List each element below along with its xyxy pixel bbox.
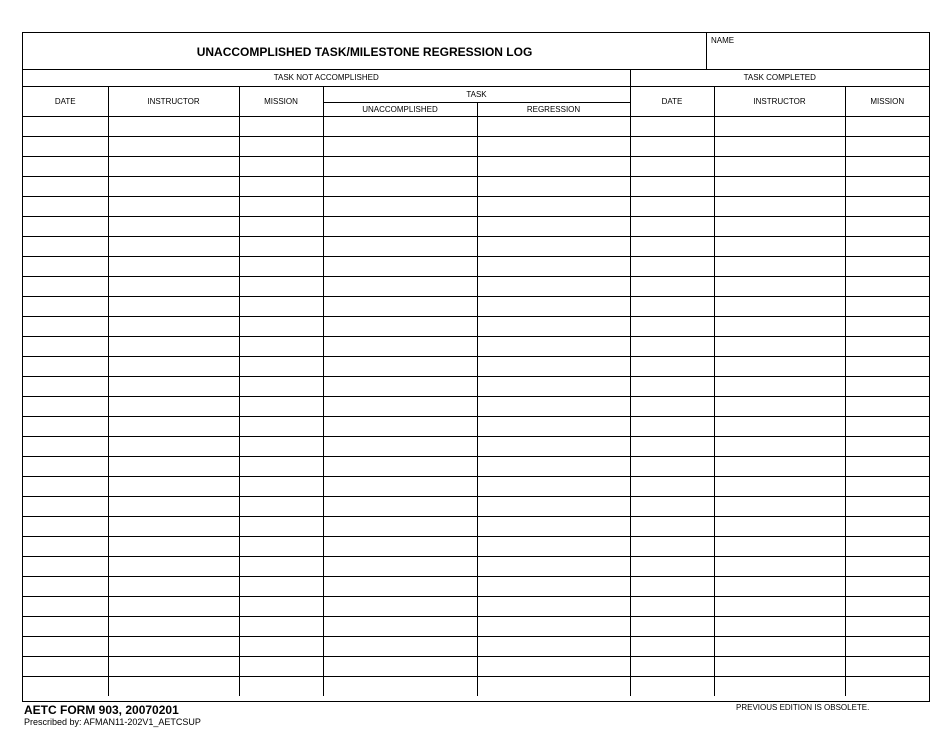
task-completed-header: TASK COMPLETED [630, 69, 929, 87]
completed-date-cell[interactable] [630, 197, 714, 217]
regression-cell[interactable] [477, 217, 630, 237]
completed-date-cell[interactable] [630, 517, 714, 537]
completed-date-cell[interactable] [630, 577, 714, 597]
mission-header: MISSION [239, 87, 323, 117]
date-cell[interactable] [23, 597, 108, 617]
regression-cell[interactable] [477, 377, 630, 397]
completed-mission-cell[interactable] [845, 557, 929, 577]
completed-mission-cell[interactable] [845, 637, 929, 657]
date-cell[interactable] [23, 357, 108, 377]
unaccomplished-cell[interactable] [323, 457, 477, 477]
date-cell[interactable] [23, 397, 108, 417]
completed-mission-cell[interactable] [845, 377, 929, 397]
completed-instructor-cell[interactable] [714, 277, 845, 297]
completed-date-cell[interactable] [630, 177, 714, 197]
instructor-cell[interactable] [108, 317, 239, 337]
table-row [23, 417, 929, 437]
completed-date-header: DATE [630, 87, 714, 117]
table-row [23, 517, 929, 537]
regression-cell[interactable] [477, 437, 630, 457]
table-row [23, 657, 929, 677]
completed-mission-cell[interactable] [845, 437, 929, 457]
regression-cell[interactable] [477, 537, 630, 557]
instructor-cell[interactable] [108, 217, 239, 237]
completed-mission-cell[interactable] [845, 677, 929, 697]
mission-cell[interactable] [239, 117, 323, 137]
completed-date-cell[interactable] [630, 137, 714, 157]
instructor-cell[interactable] [108, 197, 239, 217]
task-not-accomplished-header: TASK NOT ACCOMPLISHED [23, 69, 630, 87]
regression-cell[interactable] [477, 157, 630, 177]
table-row [23, 237, 929, 257]
unaccomplished-cell[interactable] [323, 217, 477, 237]
mission-cell[interactable] [239, 197, 323, 217]
unaccomplished-cell[interactable] [323, 177, 477, 197]
table-row [23, 497, 929, 517]
completed-date-cell[interactable] [630, 657, 714, 677]
unaccomplished-cell[interactable] [323, 637, 477, 657]
unaccomplished-cell[interactable] [323, 157, 477, 177]
mission-cell[interactable] [239, 257, 323, 277]
regression-cell[interactable] [477, 617, 630, 637]
completed-mission-cell[interactable] [845, 137, 929, 157]
date-cell[interactable] [23, 557, 108, 577]
log-table-body [23, 117, 929, 697]
completed-instructor-cell[interactable] [714, 477, 845, 497]
regression-cell[interactable] [477, 557, 630, 577]
mission-cell[interactable] [239, 377, 323, 397]
instructor-cell[interactable] [108, 457, 239, 477]
date-cell[interactable] [23, 217, 108, 237]
instructor-cell[interactable] [108, 297, 239, 317]
table-row [23, 257, 929, 277]
table-row [23, 137, 929, 157]
mission-cell[interactable] [239, 297, 323, 317]
completed-mission-cell[interactable] [845, 457, 929, 477]
unaccomplished-cell[interactable] [323, 257, 477, 277]
regression-cell[interactable] [477, 597, 630, 617]
completed-date-cell[interactable] [630, 497, 714, 517]
regression-cell[interactable] [477, 517, 630, 537]
completed-mission-header: MISSION [845, 87, 929, 117]
instructor-cell[interactable] [108, 117, 239, 137]
date-cell[interactable] [23, 497, 108, 517]
regression-header: REGRESSION [477, 103, 630, 117]
date-cell[interactable] [23, 517, 108, 537]
date-cell[interactable] [23, 657, 108, 677]
instructor-cell[interactable] [108, 517, 239, 537]
table-row [23, 217, 929, 237]
table-row [23, 377, 929, 397]
unaccomplished-cell[interactable] [323, 337, 477, 357]
table-row [23, 437, 929, 457]
regression-cell[interactable] [477, 637, 630, 657]
regression-cell[interactable] [477, 477, 630, 497]
instructor-cell[interactable] [108, 597, 239, 617]
instructor-cell[interactable] [108, 677, 239, 697]
date-cell[interactable] [23, 417, 108, 437]
completed-mission-cell[interactable] [845, 157, 929, 177]
date-cell[interactable] [23, 437, 108, 457]
regression-cell[interactable] [477, 197, 630, 217]
completed-instructor-cell[interactable] [714, 357, 845, 377]
date-cell[interactable] [23, 637, 108, 657]
completed-instructor-cell[interactable] [714, 317, 845, 337]
completed-mission-cell[interactable] [845, 617, 929, 637]
table-row [23, 337, 929, 357]
completed-instructor-cell[interactable] [714, 237, 845, 257]
instructor-cell[interactable] [108, 177, 239, 197]
table-row [23, 357, 929, 377]
mission-cell[interactable] [239, 277, 323, 297]
mission-cell[interactable] [239, 597, 323, 617]
unaccomplished-cell[interactable] [323, 237, 477, 257]
task-header: TASK [323, 87, 630, 103]
date-cell[interactable] [23, 677, 108, 697]
table-row [23, 457, 929, 477]
completed-mission-cell[interactable] [845, 117, 929, 137]
instructor-cell[interactable] [108, 437, 239, 457]
completed-instructor-cell[interactable] [714, 537, 845, 557]
mission-cell[interactable] [239, 557, 323, 577]
instructor-cell[interactable] [108, 477, 239, 497]
completed-date-cell[interactable] [630, 337, 714, 357]
completed-instructor-cell[interactable] [714, 597, 845, 617]
completed-mission-cell[interactable] [845, 257, 929, 277]
mission-cell[interactable] [239, 157, 323, 177]
unaccomplished-header: UNACCOMPLISHED [323, 103, 477, 117]
completed-instructor-cell[interactable] [714, 457, 845, 477]
mission-cell[interactable] [239, 317, 323, 337]
completed-mission-cell[interactable] [845, 417, 929, 437]
table-row [23, 677, 929, 697]
regression-cell[interactable] [477, 577, 630, 597]
date-cell[interactable] [23, 537, 108, 557]
table-row [23, 297, 929, 317]
completed-mission-cell[interactable] [845, 537, 929, 557]
mission-cell[interactable] [239, 437, 323, 457]
mission-cell[interactable] [239, 477, 323, 497]
instructor-cell[interactable] [108, 497, 239, 517]
regression-cell[interactable] [477, 117, 630, 137]
completed-instructor-cell[interactable] [714, 577, 845, 597]
mission-cell[interactable] [239, 617, 323, 637]
form-title: UNACCOMPLISHED TASK/MILESTONE REGRESSION LOG [196, 45, 533, 59]
unaccomplished-cell[interactable] [323, 497, 477, 517]
date-cell[interactable] [23, 617, 108, 637]
mission-cell[interactable] [239, 397, 323, 417]
table-row [23, 637, 929, 657]
mission-cell[interactable] [239, 237, 323, 257]
date-cell[interactable] [23, 197, 108, 217]
instructor-cell[interactable] [108, 357, 239, 377]
unaccomplished-cell[interactable] [323, 277, 477, 297]
regression-cell[interactable] [477, 457, 630, 477]
completed-instructor-cell[interactable] [714, 377, 845, 397]
date-cell[interactable] [23, 157, 108, 177]
unaccomplished-cell[interactable] [323, 137, 477, 157]
table-row [23, 197, 929, 217]
regression-cell[interactable] [477, 497, 630, 517]
unaccomplished-cell[interactable] [323, 657, 477, 677]
instructor-cell[interactable] [108, 397, 239, 417]
instructor-cell[interactable] [108, 377, 239, 397]
completed-instructor-cell[interactable] [714, 517, 845, 537]
completed-mission-cell[interactable] [845, 197, 929, 217]
mission-cell[interactable] [239, 457, 323, 477]
completed-instructor-cell[interactable] [714, 157, 845, 177]
table-row [23, 277, 929, 297]
title-row [23, 33, 929, 70]
completed-instructor-cell[interactable] [714, 497, 845, 517]
unaccomplished-cell[interactable] [323, 317, 477, 337]
unaccomplished-cell[interactable] [323, 597, 477, 617]
instructor-cell[interactable] [108, 657, 239, 677]
table-row [23, 577, 929, 597]
unaccomplished-cell[interactable] [323, 357, 477, 377]
instructor-cell[interactable] [108, 277, 239, 297]
completed-instructor-cell[interactable] [714, 657, 845, 677]
completed-date-cell[interactable] [630, 317, 714, 337]
unaccomplished-cell[interactable] [323, 397, 477, 417]
prescribed-by: Prescribed by: AFMAN11-202V1_AETCSUP [24, 717, 201, 727]
unaccomplished-cell[interactable] [323, 517, 477, 537]
completed-mission-cell[interactable] [845, 657, 929, 677]
unaccomplished-cell[interactable] [323, 377, 477, 397]
completed-instructor-cell[interactable] [714, 557, 845, 577]
completed-instructor-cell[interactable] [714, 397, 845, 417]
unaccomplished-cell[interactable] [323, 197, 477, 217]
completed-instructor-cell[interactable] [714, 437, 845, 457]
regression-cell[interactable] [477, 677, 630, 697]
mission-cell[interactable] [239, 577, 323, 597]
instructor-cell[interactable] [108, 557, 239, 577]
regression-cell[interactable] [477, 397, 630, 417]
completed-date-cell[interactable] [630, 237, 714, 257]
instructor-cell[interactable] [108, 137, 239, 157]
table-row [23, 317, 929, 337]
date-cell[interactable] [23, 317, 108, 337]
date-cell[interactable] [23, 237, 108, 257]
regression-cell[interactable] [477, 177, 630, 197]
mission-cell[interactable] [239, 417, 323, 437]
completed-mission-cell[interactable] [845, 577, 929, 597]
regression-cell[interactable] [477, 137, 630, 157]
date-cell[interactable] [23, 377, 108, 397]
date-cell[interactable] [23, 177, 108, 197]
name-label: NAME [711, 36, 735, 45]
mission-cell[interactable] [239, 497, 323, 517]
completed-mission-cell[interactable] [845, 217, 929, 237]
date-cell[interactable] [23, 137, 108, 157]
mission-cell[interactable] [239, 137, 323, 157]
edition-note: PREVIOUS EDITION IS OBSOLETE. [736, 703, 870, 712]
date-header: DATE [23, 87, 108, 117]
completed-date-cell[interactable] [630, 537, 714, 557]
regression-cell[interactable] [477, 317, 630, 337]
unaccomplished-cell[interactable] [323, 117, 477, 137]
completed-instructor-cell[interactable] [714, 197, 845, 217]
completed-instructor-cell[interactable] [714, 677, 845, 697]
completed-mission-cell[interactable] [845, 517, 929, 537]
mission-cell[interactable] [239, 217, 323, 237]
completed-mission-cell[interactable] [845, 477, 929, 497]
completed-instructor-cell[interactable] [714, 257, 845, 277]
completed-instructor-cell[interactable] [714, 637, 845, 657]
regression-cell[interactable] [477, 257, 630, 277]
completed-instructor-cell[interactable] [714, 617, 845, 637]
instructor-cell[interactable] [108, 337, 239, 357]
unaccomplished-cell[interactable] [323, 617, 477, 637]
completed-instructor-cell[interactable] [714, 297, 845, 317]
instructor-cell[interactable] [108, 257, 239, 277]
instructor-cell[interactable] [108, 637, 239, 657]
completed-instructor-header: INSTRUCTOR [714, 87, 845, 117]
unaccomplished-cell[interactable] [323, 537, 477, 557]
completed-instructor-cell[interactable] [714, 137, 845, 157]
log-table [23, 69, 929, 696]
regression-cell[interactable] [477, 657, 630, 677]
completed-date-cell[interactable] [630, 617, 714, 637]
completed-mission-cell[interactable] [845, 297, 929, 317]
date-cell[interactable] [23, 277, 108, 297]
completed-instructor-cell[interactable] [714, 417, 845, 437]
completed-mission-cell[interactable] [845, 317, 929, 337]
completed-date-cell[interactable] [630, 217, 714, 237]
date-cell[interactable] [23, 257, 108, 277]
mission-cell[interactable] [239, 337, 323, 357]
completed-date-cell[interactable] [630, 357, 714, 377]
instructor-header: INSTRUCTOR [108, 87, 239, 117]
completed-mission-cell[interactable] [845, 597, 929, 617]
completed-date-cell[interactable] [630, 297, 714, 317]
regression-cell[interactable] [477, 337, 630, 357]
completed-instructor-cell[interactable] [714, 177, 845, 197]
table-row [23, 557, 929, 577]
regression-cell[interactable] [477, 357, 630, 377]
completed-mission-cell[interactable] [845, 237, 929, 257]
date-cell[interactable] [23, 337, 108, 357]
completed-mission-cell[interactable] [845, 277, 929, 297]
table-row [23, 477, 929, 497]
unaccomplished-cell[interactable] [323, 677, 477, 697]
form-id: AETC FORM 903, 20070201 [24, 703, 179, 717]
table-row [23, 117, 929, 137]
unaccomplished-cell[interactable] [323, 477, 477, 497]
mission-cell[interactable] [239, 537, 323, 557]
completed-date-cell[interactable] [630, 157, 714, 177]
completed-instructor-cell[interactable] [714, 117, 845, 137]
instructor-cell[interactable] [108, 237, 239, 257]
mission-cell[interactable] [239, 517, 323, 537]
completed-mission-cell[interactable] [845, 177, 929, 197]
mission-cell[interactable] [239, 657, 323, 677]
completed-date-cell[interactable] [630, 277, 714, 297]
completed-date-cell[interactable] [630, 437, 714, 457]
date-cell[interactable] [23, 297, 108, 317]
instructor-cell[interactable] [108, 537, 239, 557]
date-cell[interactable] [23, 457, 108, 477]
date-cell[interactable] [23, 117, 108, 137]
table-row [23, 397, 929, 417]
regression-log-form [22, 32, 930, 702]
date-cell[interactable] [23, 477, 108, 497]
completed-date-cell[interactable] [630, 117, 714, 137]
completed-date-cell[interactable] [630, 417, 714, 437]
completed-date-cell[interactable] [630, 397, 714, 417]
completed-date-cell[interactable] [630, 477, 714, 497]
mission-cell[interactable] [239, 677, 323, 697]
completed-date-cell[interactable] [630, 597, 714, 617]
regression-cell[interactable] [477, 417, 630, 437]
completed-date-cell[interactable] [630, 377, 714, 397]
completed-mission-cell[interactable] [845, 357, 929, 377]
table-row [23, 157, 929, 177]
completed-instructor-cell[interactable] [714, 217, 845, 237]
mission-cell[interactable] [239, 357, 323, 377]
completed-mission-cell[interactable] [845, 497, 929, 517]
completed-date-cell[interactable] [630, 557, 714, 577]
table-row [23, 617, 929, 637]
unaccomplished-cell[interactable] [323, 297, 477, 317]
table-row [23, 177, 929, 197]
unaccomplished-cell[interactable] [323, 557, 477, 577]
instructor-cell[interactable] [108, 617, 239, 637]
table-row [23, 597, 929, 617]
completed-instructor-cell[interactable] [714, 337, 845, 357]
unaccomplished-cell[interactable] [323, 577, 477, 597]
instructor-cell[interactable] [108, 417, 239, 437]
name-field[interactable] [706, 33, 929, 69]
regression-cell[interactable] [477, 237, 630, 257]
mission-cell[interactable] [239, 177, 323, 197]
instructor-cell[interactable] [108, 157, 239, 177]
completed-mission-cell[interactable] [845, 337, 929, 357]
unaccomplished-cell[interactable] [323, 417, 477, 437]
completed-date-cell[interactable] [630, 677, 714, 697]
mission-cell[interactable] [239, 637, 323, 657]
completed-date-cell[interactable] [630, 457, 714, 477]
completed-date-cell[interactable] [630, 637, 714, 657]
regression-cell[interactable] [477, 297, 630, 317]
table-row [23, 537, 929, 557]
instructor-cell[interactable] [108, 577, 239, 597]
footer-left [24, 703, 201, 727]
unaccomplished-cell[interactable] [323, 437, 477, 457]
completed-mission-cell[interactable] [845, 397, 929, 417]
regression-cell[interactable] [477, 277, 630, 297]
completed-date-cell[interactable] [630, 257, 714, 277]
date-cell[interactable] [23, 577, 108, 597]
